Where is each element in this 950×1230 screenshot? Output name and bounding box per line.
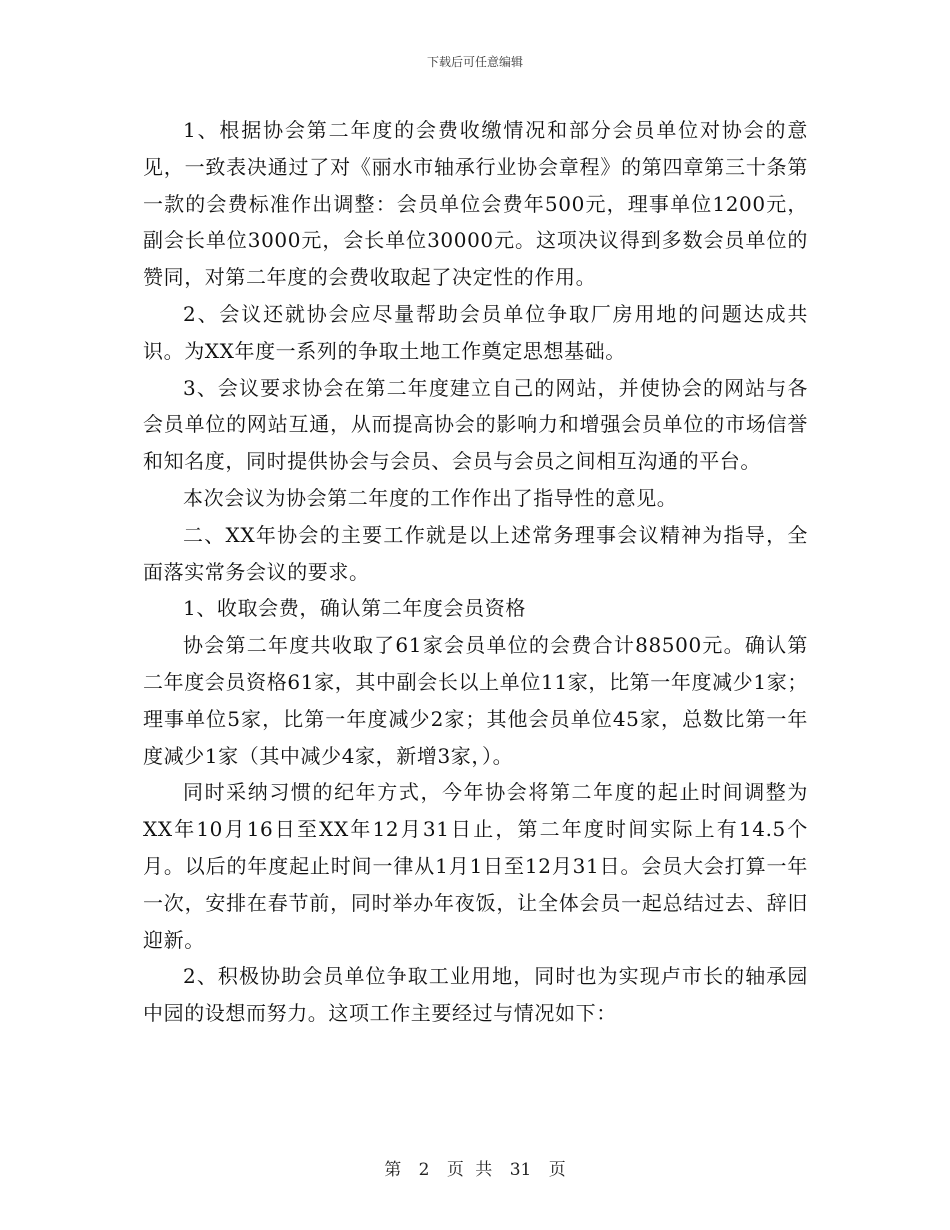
paragraph-fee-details: 协会第二年度共收取了61家会员单位的会费合计88500元。确认第二年度会员资格61家，其中副会长以上单位11家，比第一年度减少1家；理事单位5家，比第一年度减少2家；其他会员单位45家，总数比第一年度减少1家（其中减少4家，新增3家，）。	[143, 633, 808, 768]
paragraph-meeting-guidance: 本次会议为协会第二年度的工作作出了指导性的意见。	[183, 485, 678, 510]
paragraph-land-consensus: 2、会议还就协会应尽量帮助会员单位争取厂房用地的问题达成共识。为XX年度一系列的争取土地工作奠定思想基础。	[143, 301, 808, 363]
paragraph-industrial-land: 2、积极协助会员单位争取工业用地，同时也为实现卢市长的轴承园中园的设想而努力。这项工作主要经过与情况如下：	[143, 964, 808, 1026]
page-header: 下载后可任意编辑	[426, 55, 523, 69]
page-footer	[0, 1155, 950, 1180]
page-suffix: 页	[548, 1160, 566, 1180]
page-mid-text: 页 共	[446, 1160, 493, 1180]
paragraph-fee-adjustment: 1、根据协会第二年度的会费收缴情况和部分会员单位对协会的意见，一致表决通过了对《丽水市轴承行业协会章程》的第四章第三十条第一款的会费标准作出调整：会员单位会费年500元，理事单位1200元，副会长单位3000元，会长单位30000元。这项决议得到多数会员单位的赞同，对第二年度的会费收取起了决定性的作用。	[143, 118, 808, 290]
paragraph-main-work: 二、XX年协会的主要工作就是以上述常务理事会议精神为指导，全面落实常务会议的要求。	[143, 522, 808, 584]
paragraph-website: 3、会议要求协会在第二年度建立自己的网站，并使协会的网站与各会员单位的网站互通，从而提高协会的影响力和增强会员单位的市场信誉和知名度，同时提供协会与会员、会员与会员之间相互沟通的平台。	[143, 375, 808, 474]
paragraph-year-adjustment: 同时采纳习惯的纪年方式，今年协会将第二年度的起止时间调整为XX年10月16日至XX年12月31日止，第二年度时间实际上有14.5个月。以后的年度起止时间一律从1月1日至12月31日。会员大会打算一年一次，安排在春节前，同时举办年夜饭，让全体会员一起总结过去、辞旧迎新。	[143, 780, 808, 952]
document-body	[143, 112, 808, 1032]
page-prefix: 第	[384, 1160, 402, 1180]
paragraph-collect-fees-heading: 1、收取会费，确认第二年度会员资格	[183, 596, 526, 621]
total-pages-number: 31	[509, 1160, 532, 1180]
current-page-number: 2	[418, 1160, 430, 1180]
